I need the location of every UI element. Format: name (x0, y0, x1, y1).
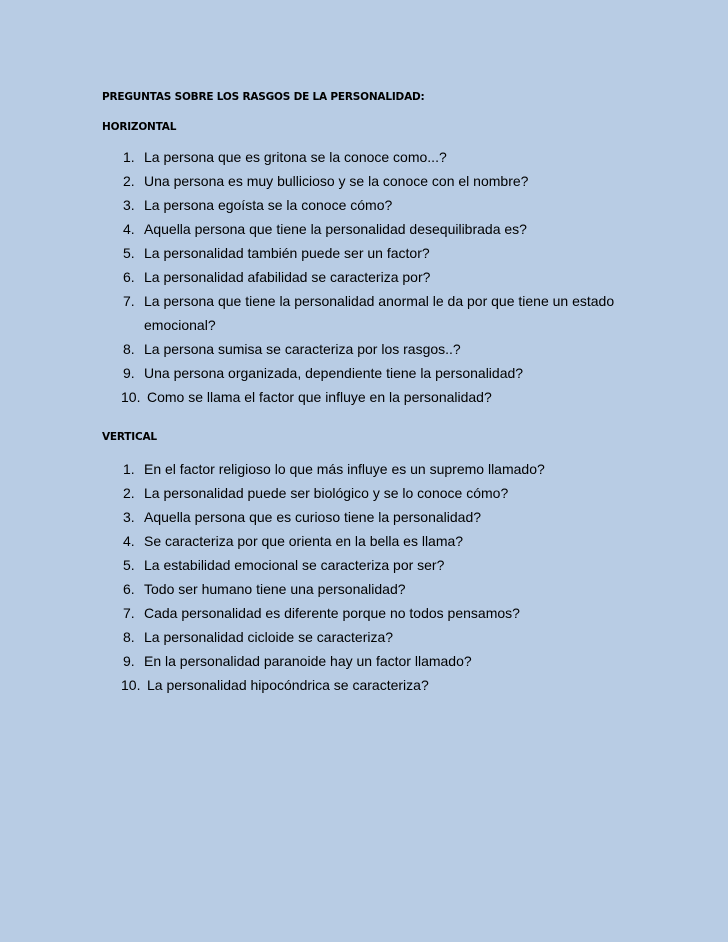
item-text: Una persona es muy bullicioso y se la conoce con el nombre? (144, 173, 529, 189)
list-item (102, 673, 503, 697)
item-number: 5. (123, 557, 135, 573)
item-number: 8. (123, 341, 135, 357)
item-number: 10. (121, 677, 141, 693)
item-number: 3. (123, 509, 135, 525)
item-text: La estabilidad emocional se caracteriza por ser? (144, 557, 445, 573)
list-item (102, 649, 503, 673)
list-item (102, 457, 545, 481)
item-text: Aquella persona que tiene la personalidad desequilibrada es? (144, 221, 527, 237)
list-item (102, 337, 592, 361)
list-item (102, 217, 592, 241)
item-text: Todo ser humano tiene una personalidad? (144, 581, 406, 597)
list-item (102, 289, 615, 337)
item-number: 2. (123, 173, 135, 189)
item-number: 3. (123, 197, 135, 213)
item-number: 4. (123, 221, 135, 237)
vertical-question-list (102, 457, 545, 697)
list-item (102, 529, 503, 553)
list-item (102, 385, 592, 409)
list-item (102, 625, 503, 649)
list-item (102, 481, 509, 505)
list-item (102, 169, 592, 193)
item-text: La persona que es gritona se la conoce como...? (144, 149, 447, 165)
item-number: 7. (123, 293, 135, 309)
item-number: 4. (123, 533, 135, 549)
list-item (102, 265, 592, 289)
item-number: 6. (123, 581, 135, 597)
list-item (102, 601, 520, 625)
item-text: La persona que tiene la personalidad anormal le da por que tiene un estado emocional? (144, 293, 615, 333)
item-text: La personalidad puede ser biológico y se lo conoce cómo? (144, 485, 509, 501)
section-heading-vertical: VERTICAL (102, 431, 157, 443)
item-number: 9. (123, 653, 135, 669)
section-heading-horizontal: HORIZONTAL (102, 121, 177, 133)
item-text: Se caracteriza por que orienta en la bella es llama? (144, 533, 464, 549)
list-item (102, 193, 592, 217)
item-text: La persona egoísta se la conoce cómo? (144, 197, 393, 213)
list-item (102, 577, 503, 601)
item-text: La personalidad cicloide se caracteriza? (144, 629, 394, 645)
item-text: En el factor religioso lo que más influye es un supremo llamado? (144, 461, 545, 477)
item-text: La personalidad también puede ser un factor? (144, 245, 430, 261)
item-number: 10. (121, 389, 141, 405)
item-number: 2. (123, 485, 135, 501)
item-number: 8. (123, 629, 135, 645)
item-text: Aquella persona que es curioso tiene la personalidad? (144, 509, 482, 525)
item-text: En la personalidad paranoide hay un factor llamado? (144, 653, 472, 669)
list-item (102, 553, 503, 577)
item-number: 5. (123, 245, 135, 261)
list-item (102, 361, 592, 385)
list-item (102, 505, 503, 529)
item-number: 1. (123, 149, 135, 165)
list-item (102, 145, 592, 169)
item-text: La personalidad afabilidad se caracteriza por? (144, 269, 431, 285)
item-text: Cada personalidad es diferente porque no todos pensamos? (144, 605, 520, 621)
item-number: 6. (123, 269, 135, 285)
item-text: Una persona organizada, dependiente tiene la personalidad? (144, 365, 524, 381)
item-text: Como se llama el factor que influye en la personalidad? (147, 389, 492, 405)
item-number: 9. (123, 365, 135, 381)
list-item (102, 241, 592, 265)
horizontal-question-list (102, 145, 615, 409)
item-number: 7. (123, 605, 135, 621)
item-text: La personalidad hipocóndrica se caracteriza? (147, 677, 429, 693)
item-number: 1. (123, 461, 135, 477)
item-text: La persona sumisa se caracteriza por los rasgos..? (144, 341, 461, 357)
document-title: PREGUNTAS SOBRE LOS RASGOS DE LA PERSONALIDAD: (102, 91, 425, 103)
